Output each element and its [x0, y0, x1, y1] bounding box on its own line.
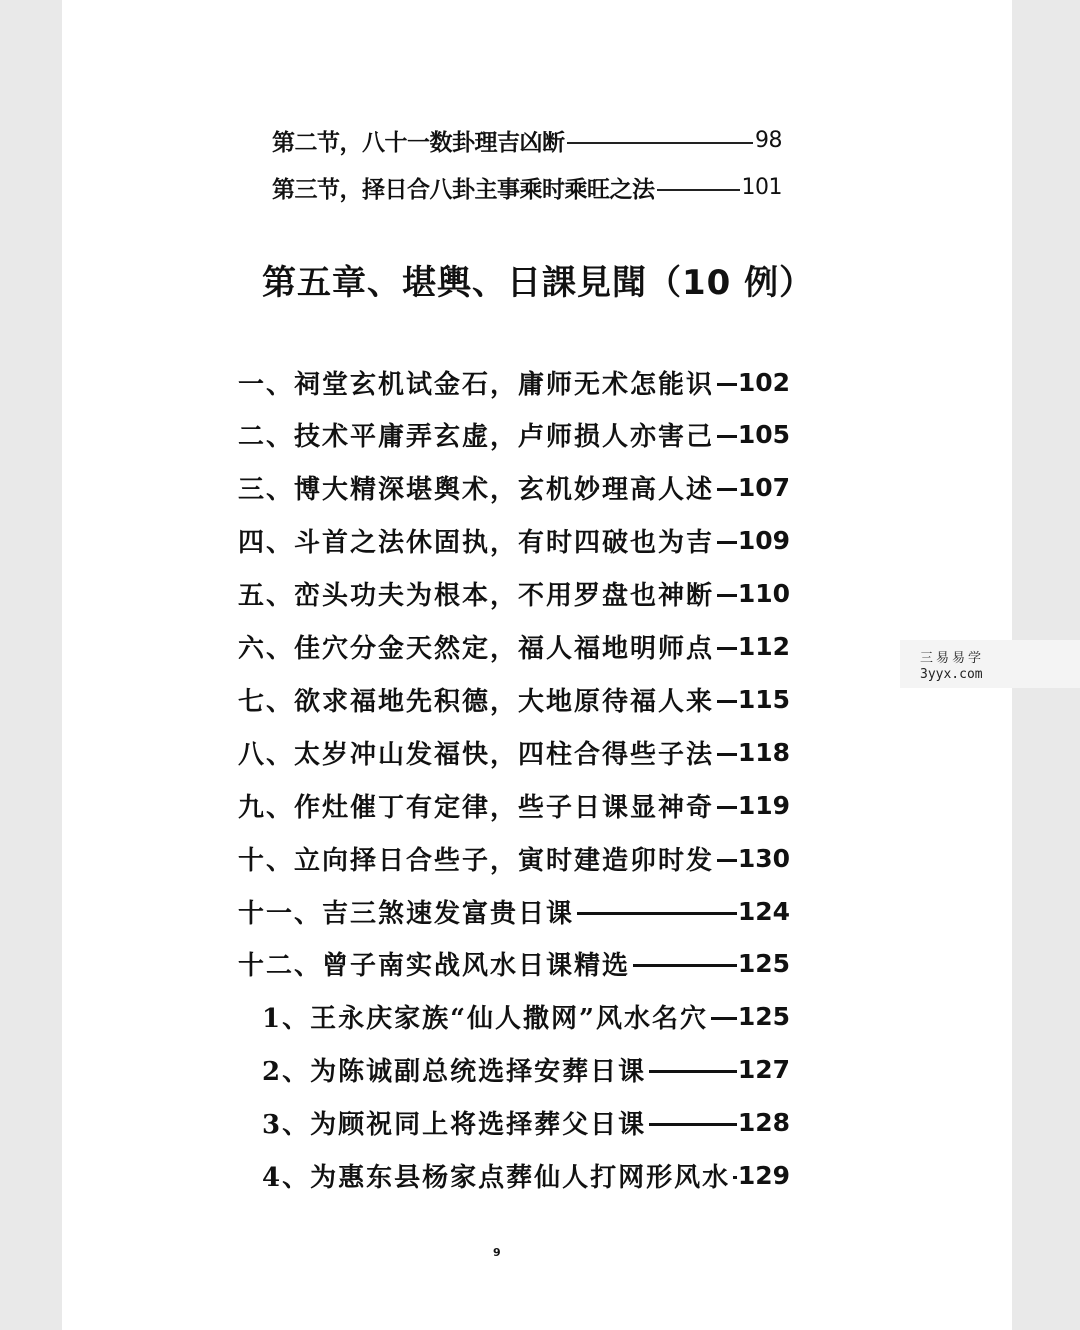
toc-page-number: 98 [755, 128, 782, 153]
toc-page-number: 115 [737, 684, 790, 714]
toc-section-title: 第三节，择日合八卦主事乘时乘旺之法 [272, 177, 655, 203]
dot-leader [633, 964, 737, 967]
toc-entry [238, 627, 790, 667]
toc-page-number: 118 [737, 737, 790, 767]
toc-section-line [272, 171, 782, 204]
toc-entry-title: 八、太岁冲山发福快，四柱合得些子法 [238, 739, 715, 770]
watermark-line1: 三易易学 [920, 651, 985, 666]
toc-section-title: 第二节，八十一数卦理吉凶断 [272, 130, 565, 156]
dot-leader [649, 1123, 737, 1126]
toc-subentry [262, 1156, 790, 1196]
toc-entry [238, 785, 790, 825]
dot-leader [717, 700, 737, 703]
toc-page-number: 125 [737, 949, 790, 979]
toc-entry [238, 891, 790, 931]
dot-leader [717, 647, 737, 650]
dot-leader [711, 1017, 737, 1020]
toc-entry-title: 七、欲求福地先积德，大地原待福人来 [238, 686, 715, 717]
toc-entry-title: 十二、曾子南实战风水日课精选 [238, 951, 631, 982]
dot-leader [717, 806, 737, 809]
toc-entry [238, 468, 790, 508]
toc-page-number: 109 [737, 526, 790, 556]
toc-entry [238, 732, 790, 772]
toc-entry-title: 4、为惠东县杨家点葬仙人打网形风水 [262, 1163, 731, 1193]
toc-entry-title: 十一、吉三煞速发富贵日课 [238, 898, 575, 929]
toc-entry-title: 三、博大精深堪舆术，玄机妙理高人述 [238, 475, 715, 506]
toc-entry [238, 838, 790, 878]
toc-subentry [262, 1050, 790, 1090]
toc-entry-title: 十、立向择日合些子，寅时建造卯时发 [238, 845, 715, 876]
toc-entry [238, 362, 790, 402]
toc-entry-title: 五、峦头功夫为根本，不用罗盘也神断 [238, 581, 715, 612]
toc-entry-title: 一、祠堂玄机试金石，庸师无术怎能识 [238, 369, 715, 400]
toc-entry-title: 九、作灶催丁有定律，些子日课显神奇 [238, 792, 715, 823]
dot-leader [657, 189, 740, 191]
toc-entry [238, 679, 790, 719]
toc-section-line [272, 124, 782, 157]
dot-leader [717, 859, 737, 862]
toc-entry-title: 六、佳穴分金天然定，福人福地明师点 [238, 634, 715, 664]
toc-page-number: 127 [737, 1055, 790, 1085]
dot-leader [577, 912, 737, 915]
toc-page-number: 102 [737, 367, 790, 397]
toc-page-number: 110 [737, 579, 790, 609]
toc-page-number: 101 [741, 175, 782, 200]
toc-entry-title: 2、为陈诚副总统选择安葬日课 [262, 1057, 647, 1088]
dot-leader [567, 142, 754, 144]
toc-entry [238, 415, 790, 455]
toc-page-number: 105 [737, 420, 790, 450]
toc-entry [238, 944, 790, 984]
dot-leader [733, 1176, 737, 1179]
dot-leader [717, 435, 737, 438]
toc-entry-title: 四、斗首之法休固执，有时四破也为吉 [238, 528, 715, 559]
dot-leader [717, 594, 737, 597]
page-number: 9 [493, 1246, 501, 1259]
toc-page-number: 107 [737, 473, 790, 503]
toc-page-number: 112 [737, 632, 790, 661]
toc-entry [238, 574, 790, 614]
dot-leader [649, 1070, 737, 1073]
watermark [900, 640, 1080, 688]
toc-subentry [262, 1103, 790, 1143]
dot-leader [717, 488, 737, 491]
toc-entry-title: 3、为顾祝同上将选择葬父日课 [262, 1110, 647, 1141]
toc-page-number: 128 [737, 1108, 790, 1138]
toc-subentry [262, 997, 790, 1037]
toc-page-number: 129 [737, 1161, 790, 1190]
toc-page-number: 125 [737, 1002, 790, 1032]
watermark-line2: 3yyx.com [920, 667, 983, 682]
dot-leader [717, 753, 737, 756]
dot-leader [717, 383, 737, 386]
toc-page-number: 124 [737, 896, 790, 926]
chapter-heading: 第五章、堪輿、日課見聞（10 例） [262, 263, 815, 303]
toc-page-number: 130 [737, 843, 790, 873]
toc-entry-title: 1、王永庆家族“仙人撒网”风水名穴 [262, 1004, 709, 1035]
toc-page-number: 119 [737, 790, 790, 820]
toc-entry-title: 二、技术平庸弄玄虚，卢师损人亦害己 [238, 422, 715, 453]
dot-leader [717, 541, 737, 544]
toc-entry [238, 521, 790, 561]
